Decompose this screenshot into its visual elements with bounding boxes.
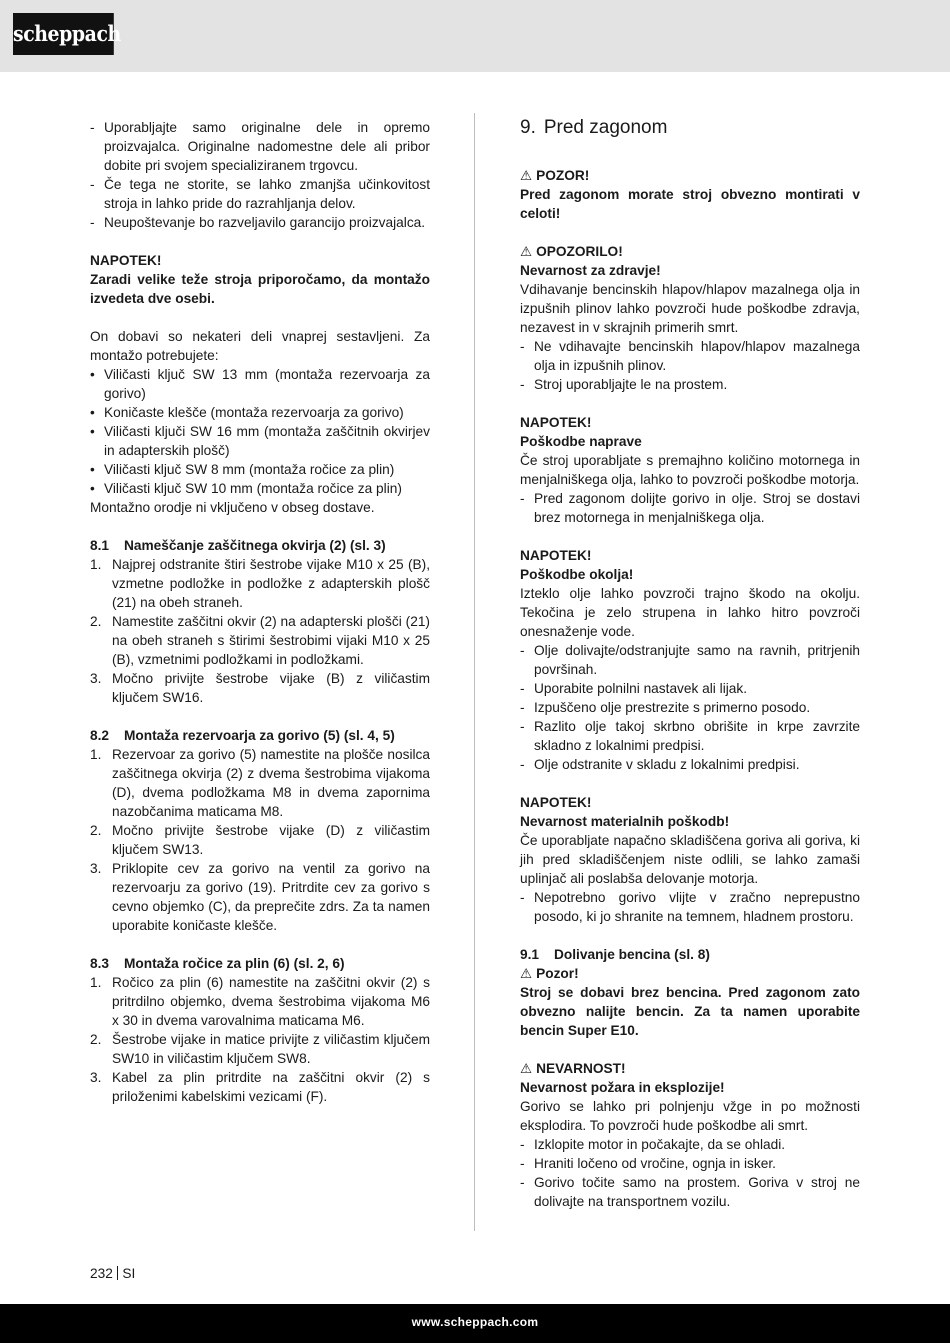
note3-label: NAPOTEK! bbox=[520, 795, 592, 810]
footer-url: www.scheppach.com bbox=[411, 1315, 539, 1329]
list-item: - Ne vdihavajte bencinskih hlapov/hlapov mazalnega olja in izpušnih plinov. bbox=[520, 339, 860, 373]
note1-label: NAPOTEK! bbox=[520, 415, 592, 430]
steps-8-1 bbox=[90, 555, 430, 707]
list-item: - Razlito olje takoj skrbno obrišite in krpe zavrzite skladno z lokalnimi predpisi. bbox=[520, 719, 860, 753]
note2-text: Izteklo olje lahko povzroči trajno škodo na okolju. Tekočina je zelo strupena in lahko hitro povzroči onesnaženje vode. bbox=[520, 586, 860, 639]
note2-label: NAPOTEK! bbox=[520, 548, 592, 563]
list-item: - Izklopite motor in počakajte, da se ohladi. bbox=[520, 1137, 786, 1152]
list-item: - Olje odstranite v skladu z lokalnimi predpisi. bbox=[520, 757, 800, 772]
note2-subtitle: Poškodbe okolja! bbox=[520, 567, 634, 582]
list-item: 1. Ročico za plin (6) namestite na zaščitni okvir (2) s pritrdilno objemko, dvema šestrobima vijakoma M6 x 30 in dvema varovalnima maticama M6. bbox=[90, 975, 430, 1028]
caution-label: ⚠ POZOR! bbox=[520, 166, 860, 185]
note3-text: Če uporabljate napačno skladiščena goriva ali goriva, ki jih pred skladiščenjem niste odlili, se lahko zamaši uplinjač ali poslabša delovanje motorja. bbox=[520, 833, 860, 886]
page-footer bbox=[0, 1304, 950, 1343]
section-heading-8-2: 8.2 Montaža rezervoarja za gorivo (5) (sl. 4, 5) bbox=[90, 728, 395, 743]
tools-note: Montažno orodje ni vključeno v obseg dostave. bbox=[90, 500, 375, 515]
s91-caution-label: ⚠ Pozor! bbox=[520, 964, 860, 983]
list-item: • Viličasti ključ SW 8 mm (montaža ročice za plin) bbox=[90, 462, 395, 477]
list-item: - Če tega ne storite, se lahko zmanjša učinkovitost stroja in lahko pride do razrahljanja delov. bbox=[90, 177, 430, 211]
list-item: - Olje dolivajte/odstranjujte samo na ravnih, pritrjenih površinah. bbox=[520, 643, 860, 677]
brand-logo: scheppach bbox=[13, 13, 114, 55]
list-item: 1. Najprej odstranite štiri šestrobe vijake M10 x 25 (B), vzmetne podložke in podložke z adapterskih plošč (21) na obeh straneh. bbox=[90, 557, 430, 610]
steps-8-2 bbox=[90, 745, 430, 935]
note3-subtitle: Nevarnost materialnih poškodb! bbox=[520, 814, 730, 829]
page-number: 232 SI bbox=[90, 1266, 136, 1281]
left-column bbox=[90, 118, 430, 1106]
section-heading-8-3: 8.3 Montaža ročice za plin (6) (sl. 2, 6) bbox=[90, 956, 345, 971]
page-header bbox=[0, 0, 950, 72]
list-item: - Uporabite polnilni nastavek ali lijak. bbox=[520, 681, 748, 696]
list-item: - Uporabljajte samo originalne dele in opremo proizvajalca. Originalne nadomestne dele ali pribor dobite pri svojem specializiranem trgovcu. bbox=[90, 120, 430, 173]
danger-label: ⚠ NEVARNOST! bbox=[520, 1059, 860, 1078]
warning-text: Vdihavanje bencinskih hlapov/hlapov mazalnega olja in izpušnih plinov lahko povzroči hude poškodbe zdravja, nezavest in v skrajnih primerih smrt. bbox=[520, 282, 860, 335]
list-item: - Pred zagonom dolijte gorivo in olje. Stroj se dostavi brez motornega in menjalniškega olja. bbox=[520, 491, 860, 525]
note1-subtitle: Poškodbe naprave bbox=[520, 434, 642, 449]
list-item: 2. Močno privijte šestrobe vijake (D) z viličastim ključem SW13. bbox=[90, 823, 430, 857]
list-item: 3. Kabel za plin pritrdite na zaščitni okvir (2) s priloženimi kabelskimi vezicami (F). bbox=[90, 1070, 430, 1104]
list-item: 3. Priklopite cev za gorivo na ventil za gorivo na rezervoarju za gorivo (19). Pritrdite cev za gorivo s cevno objemko (C), da preprečite zdrs. Za ta namen uporabite koničaste klešče. bbox=[90, 861, 430, 933]
tools-list bbox=[90, 365, 430, 498]
list-item: 1. Rezervoar za gorivo (5) namestite na plošče nosilca zaščitnega okvirja (2) z dvema šestrobima vijakoma (D), dvema podložkama M8 in dvema zapornima nazobčanima maticama M8. bbox=[90, 747, 430, 819]
list-item: • Viličasti ključ SW 10 mm (montaža ročice za plin) bbox=[90, 481, 402, 496]
list-item: - Gorivo točite samo na prostem. Goriva v stroj ne dolivajte na transportnem vozilu. bbox=[520, 1175, 860, 1209]
right-column bbox=[520, 118, 860, 1211]
note1-text: Če stroj uporabljate s premajhno količino motornega in menjalniškega olja, lahko to povzroči poškodbe motorja. bbox=[520, 453, 860, 487]
caution-text: Pred zagonom morate stroj obvezno montirati v celoti! bbox=[520, 187, 860, 221]
list-item: - Neupoštevanje bo razveljavilo garancijo proizvajalca. bbox=[90, 215, 426, 230]
list-item: - Stroj uporabljajte le na prostem. bbox=[520, 377, 728, 392]
note-text: Zaradi velike teže stroja priporočamo, da montažo izvedeta dve osebi. bbox=[90, 272, 430, 306]
section-heading-9-1: 9.1 Dolivanje bencina (sl. 8) bbox=[520, 947, 710, 962]
warning-subtitle: Nevarnost za zdravje! bbox=[520, 263, 661, 278]
list-item: 3. Močno privijte šestrobe vijake (B) z viličastim ključem SW16. bbox=[90, 671, 430, 705]
delivery-text: On dobavi so nekateri deli vnaprej sestavljeni. Za montažo potrebujete: bbox=[90, 329, 430, 363]
intro-list bbox=[90, 118, 430, 232]
warning-label: ⚠ OPOZORILO! bbox=[520, 242, 860, 261]
danger-text: Gorivo se lahko pri polnjenju vžge in po možnosti eksplodira. To povzroči hude poškodbe ali smrt. bbox=[520, 1099, 860, 1133]
section-heading-8-1: 8.1 Nameščanje zaščitnega okvirja (2) (sl. 3) bbox=[90, 538, 386, 553]
steps-8-3 bbox=[90, 973, 430, 1106]
list-item: 2. Namestite zaščitni okvir (2) na adapterski plošči (21) na obeh straneh s štirimi šestrobimi vijaki M10 x 25 (B), vzmetnimi podložkami in podložkami. bbox=[90, 614, 430, 667]
column-divider bbox=[474, 113, 475, 1231]
list-item: - Nepotrebno gorivo vlijte v zračno neprepustno posodo, ki jo shranite na temnem, hladnem prostoru. bbox=[520, 890, 860, 924]
list-item: - Izpuščeno olje prestrezite s primerno posodo. bbox=[520, 700, 811, 715]
danger-subtitle: Nevarnost požara in eksplozije! bbox=[520, 1080, 725, 1095]
list-item: • Koničaste klešče (montaža rezervoarja za gorivo) bbox=[90, 405, 404, 420]
list-item: - Hraniti ločeno od vročine, ognja in isker. bbox=[520, 1156, 776, 1171]
note-label: NAPOTEK! bbox=[90, 253, 162, 268]
list-item: • Viličasti ključi SW 16 mm (montaža zaščitnih okvirjev in adapterskih plošč) bbox=[90, 424, 430, 458]
list-item: 2. Šestrobe vijake in matice privijte z viličastim ključem SW10 in viličastim ključem SW8. bbox=[90, 1032, 430, 1066]
list-item: • Viličasti ključ SW 13 mm (montaža rezervoarja za gorivo) bbox=[90, 367, 430, 401]
section-heading-9: 9. Pred zagonom bbox=[520, 117, 668, 138]
s91-caution-text: Stroj se dobavi brez bencina. Pred zagonom zato obvezno nalijte bencin. Za ta namen uporabite bencin Super E10. bbox=[520, 985, 860, 1038]
